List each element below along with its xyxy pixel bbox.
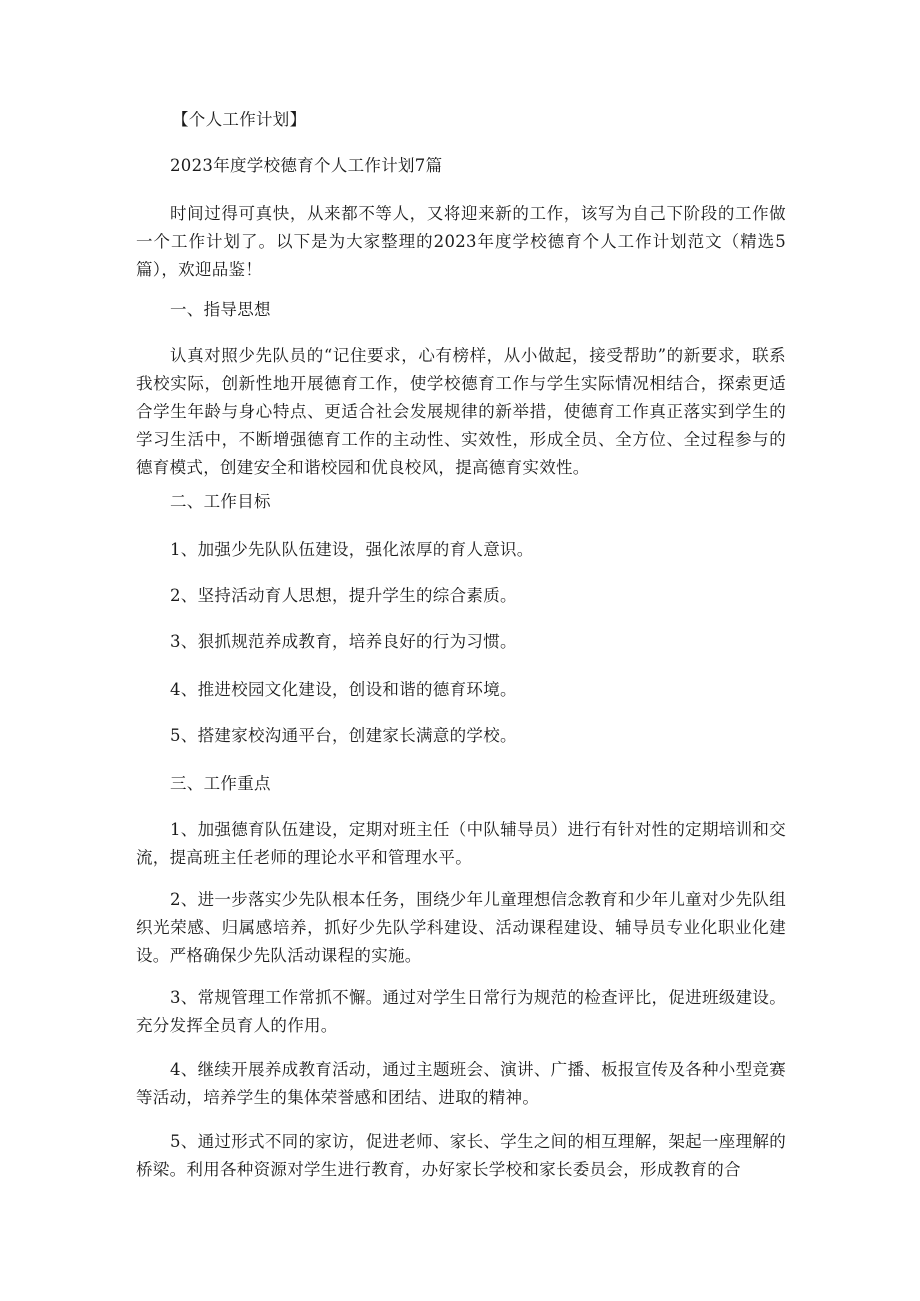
guiding-thought-paragraph: 认真对照少先队员的“记住要求，心有榜样，从小做起，接受帮助”的新要求，联系我校实际，创新性地开展德育工作，使学校德育工作与学生实际情况相结合，探索更适合学生年龄与身心特点、更适合社会发展规律的新举措，使德育工作真正落实到学生的学习生活中，不断增强德育工作的主动性、实效性，形成全员、全方位、全过程参与的德育模式，创建安全和谐校园和优良校风，提高德育实效性。 — [136, 346, 786, 477]
focus-item: 4、继续开展养成教育活动，通过主题班会、演讲、广播、板报宣传及各种小型竞赛等活动，培养学生的集体荣誉感和团结、进取的精神。 — [136, 1060, 786, 1107]
goal-item: 5、搭建家校沟通平台，创建家长满意的学校。 — [170, 726, 517, 745]
section-heading-work-focus: 三、工作重点 — [170, 774, 271, 793]
focus-item: 2、进一步落实少先队根本任务，围绕少年儿童理想信念教育和少年儿童对少先队组织光荣感、归属感培养，抓好少先队学科建设、活动课程建设、辅导员专业化职业化建设。严格确保少先队活动课程的实施。 — [136, 890, 786, 965]
section-heading-guiding-thought: 一、指导思想 — [170, 300, 271, 319]
focus-item: 1、加强德育队伍建设，定期对班主任（中队辅导员）进行有针对性的定期培训和交流，提高班主任老师的理论水平和管理水平。 — [136, 820, 786, 867]
focus-item: 3、常规管理工作常抓不懈。通过对学生日常行为规范的检查评比，促进班级建设。充分发挥全员育人的作用。 — [136, 988, 786, 1035]
goal-item: 3、狠抓规范养成教育，培养良好的行为习惯。 — [170, 632, 517, 651]
goal-item: 2、坚持活动育人思想，提升学生的综合素质。 — [170, 586, 517, 605]
focus-item: 5、通过形式不同的家访，促进老师、家长、学生之间的相互理解，架起一座理解的桥梁。利用各种资源对学生进行教育，办好家长学校和家长委员会，形成教育的合 — [136, 1132, 786, 1179]
goal-item: 4、推进校园文化建设，创设和谐的德育环境。 — [170, 680, 517, 699]
category-label: 【个人工作计划】 — [172, 110, 307, 129]
intro-paragraph: 时间过得可真快，从来都不等人，又将迎来新的工作，该写为自己下阶段的工作做一个工作计划了。以下是为大家整理的2023年度学校德育个人工作计划范文（精选5篇），欢迎品鉴！ — [136, 204, 786, 279]
document-title: 2023年度学校德育个人工作计划7篇 — [170, 156, 443, 175]
goal-item: 1、加强少先队队伍建设，强化浓厚的育人意识。 — [170, 540, 534, 559]
section-heading-work-goals: 二、工作目标 — [170, 492, 271, 511]
